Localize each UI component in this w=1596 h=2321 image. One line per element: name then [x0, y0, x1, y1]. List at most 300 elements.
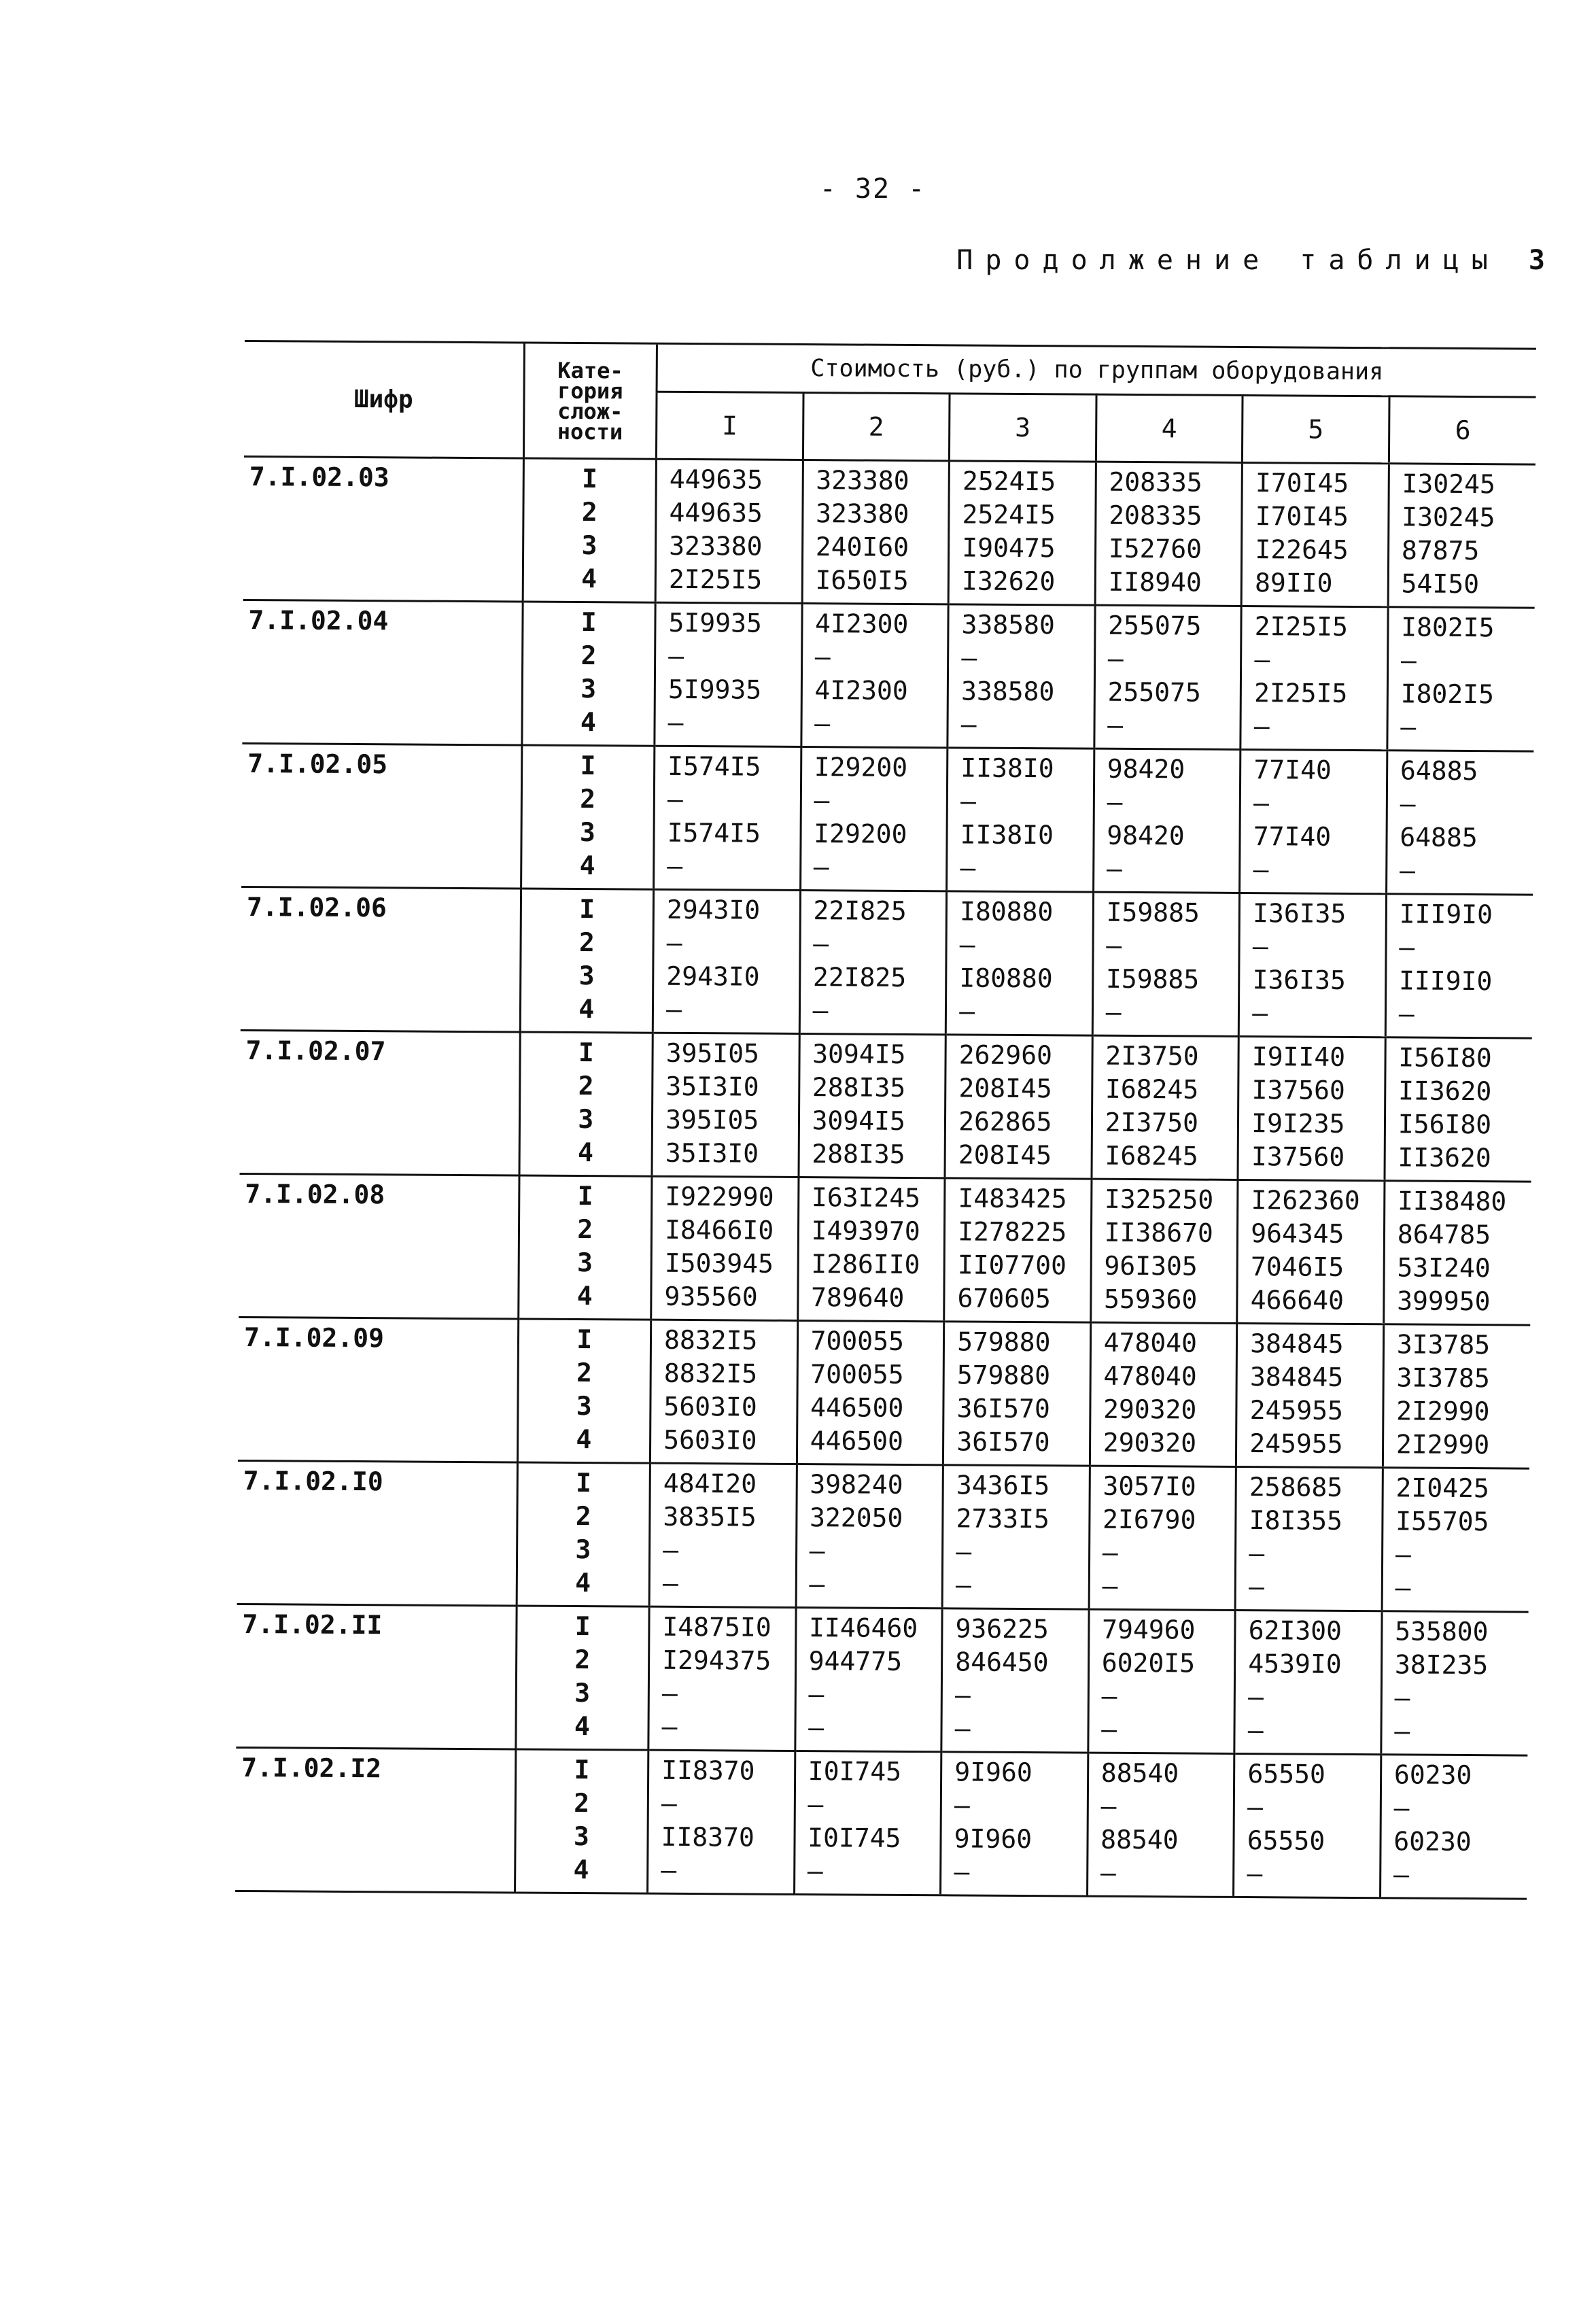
cost-value: I503945 — [664, 1248, 774, 1279]
cost-value: – — [662, 1568, 678, 1598]
category-value: 4 — [578, 994, 595, 1025]
cost-cell-group-5 — [1235, 1466, 1383, 1611]
cost-value: 323380 — [816, 465, 909, 496]
cost-value: – — [814, 785, 830, 816]
cost-value: 535800 — [1395, 1616, 1489, 1647]
table-continuation-heading — [956, 245, 1545, 276]
cost-cell-group-3 — [943, 1322, 1091, 1466]
cost-cell-group-6 — [1386, 751, 1533, 895]
cost-value: 2I3750 — [1105, 1107, 1199, 1138]
category-value: I — [579, 894, 595, 925]
cost-value: I29200 — [814, 819, 907, 849]
cost-value: – — [1247, 1792, 1264, 1823]
cost-cell-group-6 — [1383, 1324, 1530, 1468]
cost-cell-group-3 — [946, 891, 1093, 1035]
category-value: I — [581, 464, 598, 494]
cost-value: 466640 — [1250, 1285, 1345, 1316]
cost-value: – — [814, 642, 831, 672]
cost-value: – — [960, 709, 977, 740]
cost-value: 258685 — [1249, 1472, 1343, 1502]
cost-value: I802I5 — [1400, 678, 1495, 710]
cost-cell-group-3 — [948, 461, 1096, 605]
cost-value: I650I5 — [815, 565, 909, 596]
category-value: 2 — [576, 1358, 593, 1388]
cost-cell-group-6 — [1383, 1181, 1531, 1325]
cost-value: I32620 — [961, 566, 1056, 597]
cost-value: 936225 — [955, 1613, 1049, 1645]
cost-value: 323380 — [815, 498, 909, 529]
category-value: 3 — [578, 1104, 594, 1135]
cost-value: 2I25I5 — [1253, 678, 1348, 708]
cost-value: I56I80 — [1398, 1109, 1492, 1140]
cost-value: II46460 — [808, 1613, 918, 1644]
cost-value: 478040 — [1103, 1360, 1197, 1392]
cost-value: I30245 — [1402, 468, 1495, 500]
cost-value: I36I35 — [1252, 965, 1346, 995]
cost-cell-group-1 — [650, 1320, 797, 1464]
cost-value: 700055 — [810, 1359, 904, 1390]
cost-value: – — [960, 786, 977, 816]
category-value: 2 — [580, 640, 597, 671]
row-categories — [518, 1175, 652, 1320]
cost-value: – — [661, 1855, 677, 1885]
category-value: 3 — [575, 1534, 591, 1565]
page-number: - 32 - — [819, 173, 926, 205]
cost-cell-group-4 — [1092, 892, 1240, 1036]
category-column-header — [523, 343, 657, 459]
cost-value: 77I40 — [1253, 821, 1332, 852]
cost-value: 395I05 — [665, 1104, 759, 1135]
cost-value: 5I9935 — [668, 607, 762, 638]
cost-value: 2I6790 — [1102, 1504, 1196, 1535]
row-categories — [519, 1032, 653, 1176]
cost-value: 384845 — [1250, 1328, 1344, 1359]
category-value: 4 — [580, 707, 596, 738]
cost-cell-group-6 — [1385, 894, 1533, 1038]
cost-value: 3094I5 — [812, 1105, 906, 1136]
cost-cell-group-5 — [1241, 606, 1388, 750]
cost-value: – — [1105, 997, 1122, 1027]
cost-value: 579880 — [957, 1326, 1051, 1358]
cost-value: 62I300 — [1248, 1615, 1342, 1646]
cost-value: I37560 — [1251, 1141, 1345, 1172]
cost-value: 3I3785 — [1396, 1329, 1491, 1360]
cost-value: 98420 — [1107, 753, 1185, 785]
cost-value: I80880 — [959, 963, 1053, 994]
cost-value: 208I45 — [958, 1139, 1052, 1171]
table-row — [239, 1173, 1531, 1325]
cost-value: 3436I5 — [956, 1470, 1050, 1501]
table-row — [238, 1317, 1530, 1468]
cost-cell-group-5 — [1234, 1610, 1382, 1754]
cost-value: 7046I5 — [1250, 1252, 1345, 1282]
cost-value: 2I25I5 — [1254, 611, 1349, 642]
cost-value: 245955 — [1249, 1395, 1344, 1426]
cost-value: – — [956, 1536, 972, 1567]
cost-value: 700055 — [810, 1326, 905, 1356]
row-code: 7.I.02.07 — [240, 1030, 520, 1175]
cost-value: – — [1249, 1538, 1265, 1569]
cost-value: II3620 — [1398, 1142, 1491, 1173]
cost-value: – — [663, 1534, 679, 1565]
category-value: 4 — [576, 1281, 593, 1311]
cost-value: – — [809, 1569, 825, 1600]
cost-value: 290320 — [1103, 1427, 1197, 1458]
cost-cell-group-6 — [1381, 1611, 1529, 1755]
cost-value: 446500 — [810, 1426, 904, 1456]
cost-value: – — [1400, 645, 1417, 676]
cost-value: – — [1252, 998, 1268, 1029]
cost-value: I56I80 — [1398, 1042, 1492, 1073]
cost-cell-group-1 — [649, 1463, 797, 1607]
cost-value: I59885 — [1106, 897, 1200, 928]
cost-cell-group-4 — [1090, 1322, 1237, 1466]
category-value: I — [574, 1611, 591, 1642]
row-categories — [523, 458, 657, 602]
cost-value: – — [954, 1680, 971, 1710]
cost-value: I483425 — [958, 1183, 1067, 1214]
cost-value: 944775 — [808, 1646, 903, 1677]
cost-cell-group-3 — [944, 1178, 1092, 1322]
cost-value: II8370 — [661, 1755, 755, 1786]
cost-value: – — [959, 929, 975, 960]
cost-value: – — [1395, 1539, 1411, 1570]
cost-value: – — [661, 1711, 678, 1742]
row-categories — [515, 1749, 648, 1893]
cost-value: – — [1106, 853, 1123, 884]
category-header-line: ности — [557, 418, 623, 445]
cost-value: 338580 — [960, 676, 1055, 707]
cost-value: – — [1400, 712, 1417, 742]
cost-value: 22I825 — [813, 895, 907, 926]
table-row — [243, 456, 1536, 608]
cost-value: 2524I5 — [962, 499, 1056, 530]
cost-value: 3835I5 — [663, 1501, 757, 1532]
cost-cell-group-4 — [1093, 749, 1241, 893]
cost-value: 322050 — [809, 1502, 903, 1533]
row-code: 7.I.02.04 — [242, 600, 522, 745]
cost-cell-group-1 — [652, 1033, 799, 1177]
cost-cell-group-2 — [796, 1464, 943, 1608]
row-categories — [517, 1319, 651, 1463]
cost-value: – — [667, 707, 684, 738]
cost-cell-group-6 — [1382, 1468, 1529, 1612]
cost-value: I80880 — [959, 896, 1054, 927]
cost-value: I70I45 — [1255, 501, 1349, 532]
category-value: 4 — [579, 850, 595, 881]
row-code: 7.I.02.I0 — [237, 1460, 517, 1606]
cost-value: 98420 — [1107, 820, 1185, 851]
cost-value: 8832I5 — [663, 1324, 758, 1356]
cost-value: 846450 — [955, 1647, 1049, 1678]
row-code: 7.I.02.05 — [241, 743, 521, 889]
cost-value: 65550 — [1247, 1759, 1325, 1789]
table-row — [242, 600, 1534, 751]
cost-value: 60230 — [1393, 1826, 1472, 1857]
cost-value: I8466I0 — [664, 1214, 774, 1245]
cost-value: I63I245 — [811, 1182, 921, 1214]
cost-value: – — [1393, 1859, 1410, 1890]
cost-cell-group-5 — [1236, 1323, 1384, 1467]
cost-value: – — [667, 784, 683, 814]
cost-value: 208I45 — [958, 1073, 1052, 1104]
cost-value: 36I570 — [956, 1393, 1050, 1424]
cost-value: I325250 — [1104, 1184, 1214, 1215]
cost-value: – — [954, 1857, 970, 1887]
cost-value: – — [667, 850, 683, 881]
cost-value: – — [1100, 1791, 1117, 1821]
cost-value: 579880 — [956, 1360, 1051, 1391]
row-code: 7.I.02.08 — [239, 1173, 519, 1319]
category-value: 3 — [579, 817, 595, 848]
row-categories — [521, 745, 655, 889]
cost-value: I90475 — [962, 532, 1056, 564]
cost-value: 449635 — [669, 464, 763, 495]
cost-value: 2943I0 — [666, 961, 760, 992]
cost-value: 5603I0 — [663, 1424, 757, 1456]
cost-cell-group-2 — [794, 1751, 941, 1895]
category-header-line: Кате- — [557, 357, 623, 383]
category-value: 3 — [578, 961, 595, 991]
group-header: 6 — [1389, 396, 1536, 464]
cost-value: 88540 — [1100, 1757, 1179, 1789]
cost-value: 935560 — [664, 1281, 758, 1312]
cost-value: 64885 — [1400, 822, 1478, 853]
cost-value: I0I745 — [808, 1756, 902, 1787]
cost-cell-group-3 — [947, 748, 1094, 892]
table-row — [235, 1747, 1527, 1899]
category-value: 2 — [575, 1501, 591, 1532]
code-column-header: Шифр — [244, 341, 524, 458]
cost-cell-group-6 — [1388, 464, 1536, 608]
cost-value: – — [813, 852, 829, 882]
cost-value: 208335 — [1109, 466, 1202, 498]
cost-cell-group-1 — [655, 602, 802, 746]
category-value: 4 — [576, 1424, 592, 1455]
category-value: 4 — [575, 1568, 591, 1598]
cost-cell-group-2 — [799, 1034, 946, 1178]
cost-value: 4539I0 — [1248, 1649, 1342, 1679]
category-value: 2 — [578, 1071, 594, 1101]
cost-value: 87875 — [1401, 535, 1480, 566]
cost-value: – — [1106, 930, 1122, 961]
cost-value: – — [1107, 787, 1123, 817]
row-code: 7.I.02.06 — [241, 887, 521, 1032]
cost-value: 262960 — [958, 1039, 1053, 1071]
cost-value: 255075 — [1108, 610, 1202, 641]
cost-cell-group-5 — [1237, 1180, 1385, 1324]
category-value: 4 — [581, 564, 597, 594]
cost-value: – — [1393, 1793, 1410, 1823]
cost-value: – — [955, 1570, 972, 1600]
cost-value: II07700 — [957, 1250, 1067, 1281]
cost-cell-group-1 — [648, 1750, 795, 1894]
cost-cell-group-6 — [1380, 1755, 1527, 1899]
cost-cell-group-2 — [795, 1607, 942, 1751]
cost-cell-group-1 — [653, 889, 800, 1033]
category-value: 2 — [581, 497, 597, 528]
row-categories — [517, 1462, 650, 1606]
cost-value: 65550 — [1247, 1825, 1325, 1856]
cost-value: – — [1253, 711, 1270, 742]
cost-cell-group-5 — [1239, 893, 1387, 1037]
row-code: 7.I.02.09 — [238, 1317, 518, 1462]
cost-cell-group-2 — [797, 1177, 945, 1321]
cost-cell-group-1 — [654, 746, 801, 890]
category-value: 3 — [581, 530, 597, 561]
cost-cell-group-4 — [1092, 1035, 1239, 1180]
category-value: 3 — [573, 1821, 589, 1852]
row-code: 7.I.02.03 — [243, 456, 523, 602]
cost-value: 5603I0 — [663, 1391, 757, 1422]
cost-value: – — [813, 929, 829, 959]
cost-value: 38I235 — [1394, 1649, 1489, 1681]
cost-value: – — [1398, 999, 1415, 1029]
cost-cell-group-1 — [651, 1176, 799, 1320]
cost-cell-group-5 — [1241, 462, 1389, 606]
cost-value: I4875I0 — [662, 1611, 771, 1643]
cost-value: I802I5 — [1401, 612, 1495, 643]
cost-cell-group-5 — [1234, 1753, 1381, 1897]
cost-value: – — [959, 996, 975, 1027]
category-value: 2 — [577, 1214, 593, 1245]
cost-value: II8370 — [661, 1821, 755, 1853]
cost-value: 240I60 — [815, 532, 909, 562]
cost-value: 35I3I0 — [665, 1071, 759, 1102]
cost-value: 2I2990 — [1396, 1396, 1490, 1427]
cost-value: 208335 — [1109, 500, 1202, 531]
cost-value: – — [809, 1536, 825, 1566]
cost-value: – — [1399, 932, 1415, 963]
cost-value: I493970 — [811, 1216, 920, 1247]
cost-value: – — [1101, 1681, 1117, 1711]
cost-value: I574I5 — [667, 751, 761, 782]
cost-value: III9I0 — [1399, 899, 1493, 930]
table-row — [241, 887, 1533, 1038]
cost-value: 288I35 — [812, 1072, 906, 1103]
cost-cell-group-5 — [1238, 1036, 1385, 1180]
cost-value: 449635 — [669, 497, 763, 528]
cost-value: 864785 — [1397, 1219, 1491, 1250]
cost-value: 88540 — [1100, 1824, 1179, 1855]
cost-value: II38480 — [1397, 1186, 1507, 1217]
cost-value: – — [1102, 1570, 1118, 1601]
category-value: I — [575, 1468, 592, 1498]
cost-value: 245955 — [1249, 1428, 1343, 1459]
cost-value: 789640 — [810, 1282, 905, 1313]
cost-value: III9I0 — [1398, 965, 1493, 997]
cost-value: I52760 — [1108, 533, 1202, 564]
cost-value: I922990 — [665, 1181, 774, 1212]
cost-cell-group-4 — [1095, 462, 1243, 606]
cost-value: II38670 — [1104, 1217, 1213, 1248]
cost-value: 3I3785 — [1396, 1362, 1490, 1394]
continuation-label: Продолжение таблицы — [956, 245, 1500, 276]
cost-value: – — [954, 1790, 971, 1821]
category-value: 4 — [577, 1137, 594, 1168]
category-value: 3 — [576, 1248, 593, 1278]
cost-value: – — [661, 1678, 678, 1708]
row-categories — [521, 602, 655, 746]
cost-value: 446500 — [810, 1392, 904, 1423]
cost-value: I278225 — [958, 1216, 1067, 1248]
group-header: 4 — [1096, 394, 1243, 462]
cost-value: – — [1102, 1537, 1118, 1568]
category-value: 2 — [580, 784, 596, 814]
cost-value: – — [1253, 855, 1269, 885]
group-header: 5 — [1243, 395, 1389, 463]
cost-value: I59885 — [1105, 963, 1200, 995]
cost-value: 2I3750 — [1105, 1040, 1199, 1071]
cost-value: II3620 — [1398, 1076, 1492, 1107]
cost-value: 262865 — [958, 1106, 1052, 1137]
cost-value: – — [808, 1679, 825, 1710]
cost-value: – — [1399, 855, 1416, 886]
category-header-line: гория — [557, 377, 623, 404]
cost-value: 22I825 — [812, 962, 907, 993]
cost-value: – — [1107, 710, 1124, 740]
row-code: 7.I.02.I2 — [235, 1747, 515, 1893]
category-value: 2 — [574, 1787, 590, 1819]
cost-cell-group-3 — [942, 1465, 1090, 1609]
cost-value: I68245 — [1105, 1140, 1198, 1171]
cost-value: – — [1248, 1572, 1265, 1602]
cost-value: 384845 — [1249, 1362, 1344, 1392]
cost-value: – — [661, 1788, 677, 1819]
category-value: I — [580, 607, 597, 638]
cost-cell-group-4 — [1087, 1753, 1234, 1897]
row-categories — [520, 889, 654, 1033]
cost-cell-group-6 — [1387, 607, 1535, 751]
cost-value: 288I35 — [812, 1139, 905, 1169]
cost-value: 3057I0 — [1103, 1471, 1196, 1502]
row-categories — [515, 1606, 649, 1750]
group-header: 3 — [950, 394, 1096, 462]
cost-value: – — [1394, 1683, 1410, 1713]
category-value: I — [577, 1181, 593, 1211]
group-header: 2 — [803, 393, 950, 461]
cost-value: I55705 — [1395, 1506, 1489, 1537]
cost-value: 64885 — [1400, 755, 1478, 787]
cost-cell-group-2 — [802, 460, 950, 604]
cost-value: – — [1253, 788, 1270, 819]
cost-cell-group-4 — [1090, 1179, 1238, 1323]
cost-value: 36I570 — [956, 1426, 1050, 1458]
cost-value: 9I960 — [954, 1823, 1033, 1855]
cost-value: I22645 — [1255, 534, 1349, 565]
cost-value: I29200 — [814, 752, 908, 783]
cost-cell-group-4 — [1088, 1609, 1236, 1753]
cost-value: I9II40 — [1251, 1042, 1346, 1072]
table-number: 3 — [1528, 245, 1545, 276]
cost-cell-group-3 — [945, 1035, 1092, 1179]
cost-value: 9I960 — [954, 1757, 1033, 1788]
cost-column-header: Стоимость (руб.) по группам оборудования — [657, 343, 1536, 397]
cost-value: I70I45 — [1255, 468, 1349, 498]
cost-value: 89II0 — [1254, 568, 1333, 598]
cost-value: 6020I5 — [1101, 1647, 1196, 1679]
category-header-line: слож- — [557, 398, 623, 424]
cost-cell-group-4 — [1094, 605, 1242, 749]
cost-value: II38I0 — [960, 819, 1054, 850]
cost-value: – — [1107, 643, 1124, 674]
cost-cell-group-2 — [797, 1320, 944, 1464]
cost-cell-group-5 — [1240, 749, 1387, 893]
cost-value: – — [1394, 1716, 1410, 1747]
cost-value: – — [961, 642, 977, 673]
cost-value: – — [666, 927, 682, 958]
cost-cell-group-2 — [800, 747, 948, 891]
